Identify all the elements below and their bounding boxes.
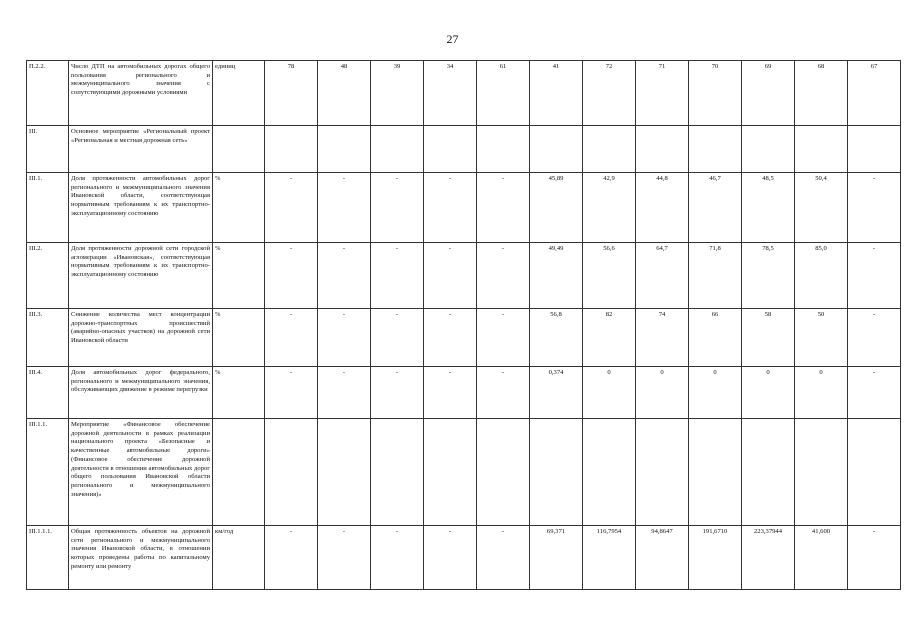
value-cell: 223,37944 — [742, 526, 795, 590]
value-cell: - — [848, 173, 901, 243]
value-cell: - — [318, 309, 371, 367]
row-number-cell: III.3. — [27, 309, 69, 367]
indicator-description-cell: Число ДТП на автомобильных дорогах общего пользования регионального и межмуниципального значения с сопутствующими дорожными условиями — [69, 61, 213, 126]
value-cell: 0,374 — [530, 367, 583, 419]
value-cell — [636, 419, 689, 526]
value-cell: 71,8 — [689, 243, 742, 309]
value-cell: - — [265, 526, 318, 590]
value-cell: 94,8647 — [636, 526, 689, 590]
value-cell: - — [477, 526, 530, 590]
indicator-description-cell: Доля автомобильных дорог федерального, регионального и межмуниципального значения, обслуживающих движение в режиме перегрузки — [69, 367, 213, 419]
table-row — [27, 126, 901, 173]
value-cell: 50 — [795, 309, 848, 367]
value-cell: 0 — [795, 367, 848, 419]
row-number-cell: III.4. — [27, 367, 69, 419]
value-cell: 49,49 — [530, 243, 583, 309]
value-cell: 70 — [689, 61, 742, 126]
value-cell: 46,7 — [689, 173, 742, 243]
value-cell: 82 — [583, 309, 636, 367]
value-cell: - — [477, 309, 530, 367]
value-cell: 48 — [318, 61, 371, 126]
value-cell — [795, 126, 848, 173]
unit-cell — [213, 419, 265, 526]
value-cell: - — [265, 309, 318, 367]
value-cell: - — [848, 243, 901, 309]
value-cell — [424, 126, 477, 173]
value-cell — [742, 419, 795, 526]
value-cell — [689, 126, 742, 173]
indicator-description-cell: Основное мероприятие «Региональный проект «Региональная и местная дорожная сеть» — [69, 126, 213, 173]
value-cell: - — [371, 367, 424, 419]
indicator-description-cell: Общая протяженность объектов на дорожной сети регионального и межмуниципального значения Ивановской области, в отношении которых проведены работы по капитальному ремонту или ремонту — [69, 526, 213, 590]
table-row — [27, 309, 901, 367]
row-number-cell: III. — [27, 126, 69, 173]
value-cell: - — [265, 367, 318, 419]
value-cell: 71 — [636, 61, 689, 126]
value-cell: 78 — [265, 61, 318, 126]
value-cell: 39 — [371, 61, 424, 126]
value-cell: - — [424, 173, 477, 243]
value-cell: - — [265, 173, 318, 243]
value-cell — [583, 419, 636, 526]
value-cell: 56,8 — [530, 309, 583, 367]
value-cell: - — [477, 173, 530, 243]
unit-cell: % — [213, 309, 265, 367]
value-cell: 78,5 — [742, 243, 795, 309]
table-body — [27, 61, 901, 590]
value-cell — [636, 126, 689, 173]
value-cell: 0 — [742, 367, 795, 419]
value-cell: - — [318, 526, 371, 590]
unit-cell: % — [213, 243, 265, 309]
value-cell: 116,7954 — [583, 526, 636, 590]
value-cell: - — [424, 309, 477, 367]
value-cell: - — [848, 367, 901, 419]
value-cell — [371, 126, 424, 173]
value-cell: - — [424, 243, 477, 309]
value-cell — [265, 419, 318, 526]
value-cell: - — [371, 526, 424, 590]
value-cell: 0 — [689, 367, 742, 419]
value-cell — [265, 126, 318, 173]
indicators-table — [26, 60, 901, 590]
value-cell: 48,5 — [742, 173, 795, 243]
value-cell — [530, 419, 583, 526]
value-cell — [848, 126, 901, 173]
table-row — [27, 243, 901, 309]
table-row — [27, 173, 901, 243]
value-cell — [477, 126, 530, 173]
value-cell: 34 — [424, 61, 477, 126]
table-row — [27, 367, 901, 419]
value-cell — [318, 419, 371, 526]
value-cell: - — [477, 367, 530, 419]
value-cell: 45,89 — [530, 173, 583, 243]
value-cell: 69,371 — [530, 526, 583, 590]
value-cell — [848, 419, 901, 526]
unit-cell — [213, 126, 265, 173]
value-cell: 72 — [583, 61, 636, 126]
table-row — [27, 526, 901, 590]
value-cell: - — [848, 526, 901, 590]
value-cell: - — [848, 309, 901, 367]
value-cell: 42,9 — [583, 173, 636, 243]
value-cell: 61 — [477, 61, 530, 126]
value-cell — [318, 126, 371, 173]
table-row — [27, 61, 901, 126]
value-cell: 66 — [689, 309, 742, 367]
value-cell: 50,4 — [795, 173, 848, 243]
value-cell — [742, 126, 795, 173]
value-cell — [371, 419, 424, 526]
indicator-description-cell: Снижение количества мест концентрации дорожно-транспортных происшествий (аварийно-опасных участков) на дорожной сети Ивановской области — [69, 309, 213, 367]
indicator-description-cell: Доля протяженности дорожной сети городской агломерации «Ивановская», соответствующая нормативным требованиям к их транспортно-эксплуатационному состоянию — [69, 243, 213, 309]
value-cell: 44,8 — [636, 173, 689, 243]
row-number-cell: III.2. — [27, 243, 69, 309]
value-cell: - — [318, 173, 371, 243]
value-cell — [530, 126, 583, 173]
row-number-cell: П.2.2. — [27, 61, 69, 126]
table-row — [27, 419, 901, 526]
row-number-cell: III.1. — [27, 173, 69, 243]
value-cell — [689, 419, 742, 526]
page-number: 27 — [446, 32, 459, 46]
unit-cell: % — [213, 367, 265, 419]
value-cell: - — [477, 243, 530, 309]
value-cell: 0 — [583, 367, 636, 419]
value-cell: 41,600 — [795, 526, 848, 590]
value-cell: 67 — [848, 61, 901, 126]
indicator-description-cell: Доля протяженности автомобильных дорог регионального и межмуниципального значения Ивановской области, соответствующая нормативным требованиям к их транспортно-эксплуатационному состоянию — [69, 173, 213, 243]
value-cell: 0 — [636, 367, 689, 419]
value-cell: 85,0 — [795, 243, 848, 309]
row-number-cell: III.1.1.1. — [27, 526, 69, 590]
value-cell: - — [318, 367, 371, 419]
value-cell — [795, 419, 848, 526]
value-cell: - — [371, 309, 424, 367]
value-cell: - — [371, 243, 424, 309]
value-cell: 69 — [742, 61, 795, 126]
value-cell: 41 — [530, 61, 583, 126]
value-cell — [477, 419, 530, 526]
value-cell — [583, 126, 636, 173]
indicator-description-cell: Мероприятие «Финансовое обеспечение дорожной деятельности в рамках реализации национального проекта «Безопасные и качественные автомобильные дороги» (Финансовое обеспечение дорожной деятельности в отношении автомобильных дорог общего пользования Ивановской области регионального и межмуниципального значения)» — [69, 419, 213, 526]
value-cell: - — [371, 173, 424, 243]
value-cell — [424, 419, 477, 526]
value-cell: 58 — [742, 309, 795, 367]
value-cell: - — [424, 526, 477, 590]
value-cell: - — [318, 243, 371, 309]
unit-cell: км/год — [213, 526, 265, 590]
unit-cell: единиц — [213, 61, 265, 126]
value-cell: - — [265, 243, 318, 309]
row-number-cell: III.1.1. — [27, 419, 69, 526]
value-cell: 191,6710 — [689, 526, 742, 590]
value-cell: 74 — [636, 309, 689, 367]
unit-cell: % — [213, 173, 265, 243]
value-cell: 68 — [795, 61, 848, 126]
value-cell: 64,7 — [636, 243, 689, 309]
value-cell: - — [424, 367, 477, 419]
value-cell: 56,6 — [583, 243, 636, 309]
